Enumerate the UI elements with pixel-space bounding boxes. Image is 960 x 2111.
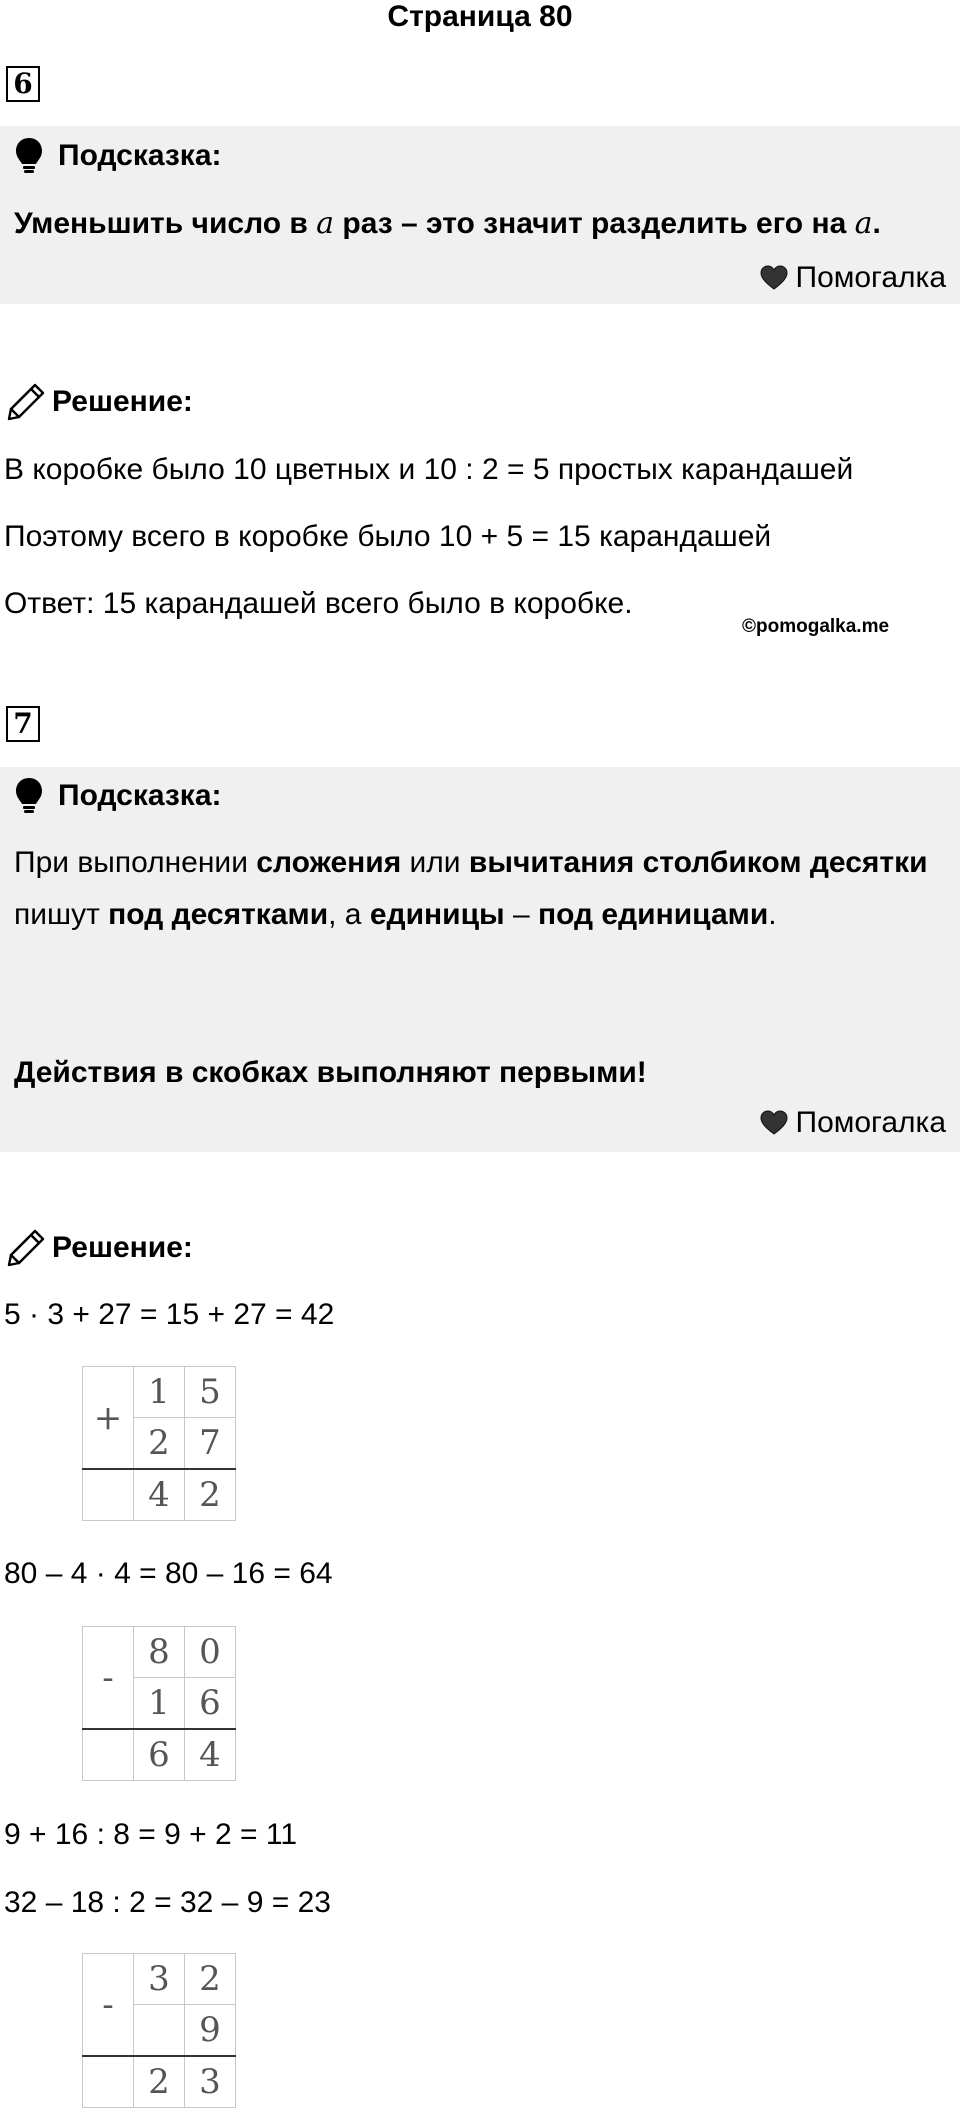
- hint-text-part: или: [401, 846, 469, 879]
- solution-header: [6, 382, 193, 422]
- solution-line: Ответ: 15 карандашей всего было в коробке.: [4, 587, 633, 620]
- helper-credit: [760, 260, 947, 296]
- hint-text-part: Уменьшить число в: [14, 207, 317, 240]
- pencil-icon: [6, 382, 46, 422]
- solution-label: Решение:: [52, 1231, 193, 1264]
- hint-emphasis: единицы: [369, 898, 505, 931]
- digit-cell: 3: [134, 1954, 185, 2005]
- digit-cell: 2: [185, 1954, 236, 2005]
- heart-icon: [760, 265, 788, 291]
- hint-text-part: раз – это значит разделить его на: [334, 207, 855, 240]
- variable-a: a: [854, 206, 873, 241]
- helper-credit: [760, 1105, 947, 1141]
- result-digit-cell: 2: [134, 2056, 185, 2108]
- hint-text-part: .: [872, 207, 881, 240]
- lightbulb-icon: [14, 777, 44, 815]
- digit-cell: 1: [134, 1367, 185, 1418]
- digit-cell: 7: [185, 1418, 236, 1470]
- result-digit-cell: 3: [185, 2056, 236, 2108]
- page-title: Страница 80: [387, 0, 573, 33]
- operator-cell: -: [83, 1627, 134, 1678]
- digit-cell: 9: [185, 2005, 236, 2057]
- task-number-6: 6: [6, 66, 40, 102]
- column-calculation: [82, 1366, 236, 1521]
- digit-cell: 5: [185, 1367, 236, 1418]
- digit-cell: 1: [134, 1678, 185, 1730]
- hint-text-part: .: [768, 898, 777, 931]
- solution-line: 5 · 3 + 27 = 15 + 27 = 42: [4, 1298, 335, 1331]
- hint-header: [14, 777, 222, 815]
- hint-box-task-6: [0, 126, 960, 304]
- hint-emphasis: сложения: [256, 846, 402, 879]
- column-calculation: [82, 1953, 236, 2108]
- hint-text: [14, 837, 944, 941]
- lightbulb-icon: [14, 137, 44, 175]
- helper-label: Помогалка: [795, 261, 946, 294]
- result-cell-blank: [83, 1729, 134, 1781]
- result-digit-cell: 4: [185, 1729, 236, 1781]
- result-cell-blank: [83, 1469, 134, 1521]
- operator-cell: +: [83, 1367, 134, 1418]
- hint-emphasis: под единицами: [538, 898, 769, 931]
- solution-line: В коробке было 10 цветных и 10 : 2 = 5 простых карандашей: [4, 453, 854, 486]
- heart-icon: [760, 1110, 788, 1136]
- hint-emphasis: вычитания столбиком десятки: [468, 846, 928, 879]
- solution-line: 9 + 16 : 8 = 9 + 2 = 11: [4, 1818, 298, 1851]
- helper-label: Помогалка: [795, 1106, 946, 1139]
- digit-cell: 8: [134, 1627, 185, 1678]
- result-cell-blank: [83, 2056, 134, 2108]
- hint-rule: Действия в скобках выполняют первыми!: [14, 1056, 647, 1089]
- hint-text-part: –: [504, 898, 538, 931]
- digit-cell: 0: [185, 1627, 236, 1678]
- solution-line: 32 – 18 : 2 = 32 – 9 = 23: [4, 1886, 331, 1919]
- column-calculation: [82, 1626, 236, 1781]
- task-number-7: 7: [6, 706, 40, 742]
- result-digit-cell: 6: [134, 1729, 185, 1781]
- variable-a: a: [316, 206, 335, 241]
- digit-cell: 2: [134, 1418, 185, 1470]
- hint-box-task-7: [0, 767, 960, 1152]
- solution-line: Поэтому всего в коробке было 10 + 5 = 15 карандашей: [4, 520, 772, 553]
- hint-text-part: , а: [328, 898, 370, 931]
- hint-label: Подсказка:: [58, 139, 222, 172]
- result-digit-cell: 4: [134, 1469, 185, 1521]
- solution-label: Решение:: [52, 385, 193, 418]
- solution-line: 80 – 4 · 4 = 80 – 16 = 64: [4, 1557, 333, 1590]
- hint-text-part: пишут: [14, 898, 109, 931]
- pencil-icon: [6, 1228, 46, 1268]
- digit-cell: [134, 2005, 185, 2057]
- digit-cell: 6: [185, 1678, 236, 1730]
- hint-text-part: При выполнении: [14, 846, 257, 879]
- hint-label: Подсказка:: [58, 779, 222, 812]
- hint-emphasis: под десятками: [108, 898, 329, 931]
- solution-header: [6, 1228, 193, 1268]
- hint-text: [14, 198, 944, 250]
- operator-cell: -: [83, 1954, 134, 2005]
- copyright-watermark: ©pomogalka.me: [742, 616, 890, 637]
- result-digit-cell: 2: [185, 1469, 236, 1521]
- hint-header: [14, 137, 222, 175]
